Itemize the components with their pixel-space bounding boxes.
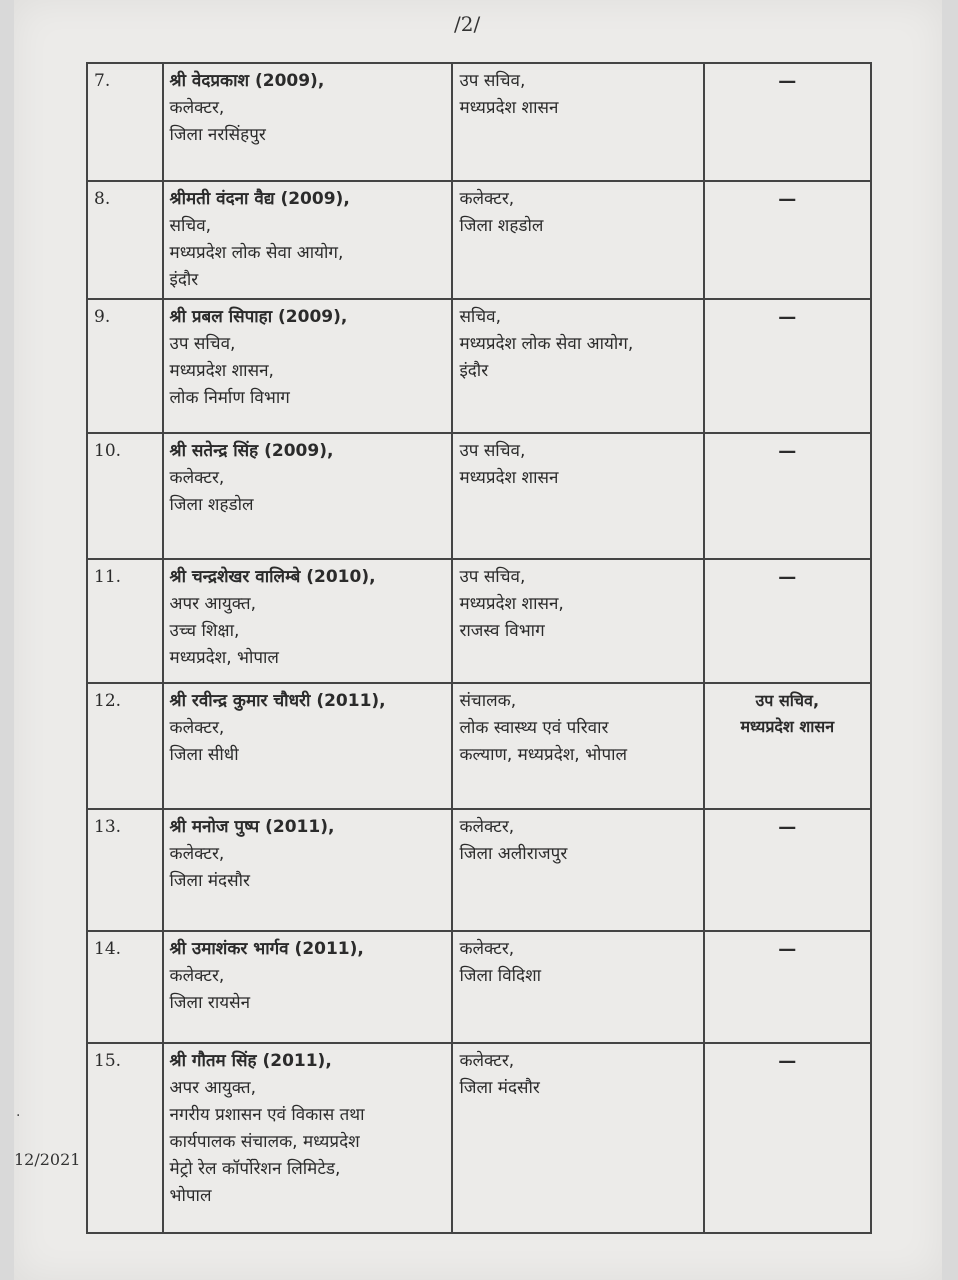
new-posting-line: लोक स्वास्थ्य एवं परिवार: [459, 718, 609, 738]
officer-name-line: अपर आयुक्त,: [169, 1078, 256, 1098]
officer-name-cell: [163, 433, 453, 559]
officer-name-line: लोक निर्माण विभाग: [169, 388, 290, 408]
additional-charge-line: —: [778, 71, 797, 92]
table-row: [87, 63, 871, 181]
new-posting-line: मध्यप्रदेश शासन: [459, 468, 559, 488]
additional-charge-line: —: [778, 189, 797, 210]
additional-charge-line: —: [778, 939, 797, 960]
officer-name-cell: [163, 559, 453, 683]
additional-charge-line: —: [778, 1051, 797, 1072]
new-posting-cell: [452, 433, 703, 559]
new-posting-line: कलेक्टर,: [459, 189, 515, 209]
serial-number-cell: 10.: [87, 433, 163, 559]
new-posting-cell: [452, 299, 703, 433]
officer-name-line: जिला मंदसौर: [169, 871, 250, 891]
officer-name-cell: [163, 63, 453, 181]
table-row: [87, 181, 871, 299]
new-posting-cell: [452, 559, 703, 683]
new-posting-line: जिला शहडोल: [459, 216, 544, 236]
new-posting-cell: [452, 63, 703, 181]
new-posting-line: कलेक्टर,: [459, 939, 515, 959]
new-posting-line: जिला अलीराजपुर: [459, 844, 568, 864]
additional-charge-cell: [704, 683, 871, 809]
officer-name-line: श्री गौतम सिंह (2011),: [169, 1051, 332, 1071]
additional-charge-cell: [704, 299, 871, 433]
additional-charge-line: —: [778, 307, 797, 328]
officer-name-line: उप सचिव,: [169, 334, 236, 354]
new-posting-cell: [452, 931, 703, 1043]
transfer-orders-table: [86, 62, 872, 1234]
officer-name-line: कलेक्टर,: [169, 844, 225, 864]
officer-name-line: जिला रायसेन: [169, 993, 251, 1013]
new-posting-line: जिला मंदसौर: [459, 1078, 540, 1098]
table-row: [87, 1043, 871, 1233]
serial-number-cell: 12.: [87, 683, 163, 809]
officer-name-cell: [163, 683, 453, 809]
officer-name-cell: [163, 299, 453, 433]
additional-charge-cell: [704, 433, 871, 559]
serial-number-cell: 8.: [87, 181, 163, 299]
document-page: [14, 0, 942, 1280]
new-posting-line: राजस्व विभाग: [459, 621, 545, 641]
serial-number-cell: 11.: [87, 559, 163, 683]
new-posting-line: उप सचिव,: [459, 567, 526, 587]
officer-name-line: श्री उमाशंकर भार्गव (2011),: [169, 939, 364, 959]
table-row: [87, 931, 871, 1043]
new-posting-line: इंदौर: [459, 361, 489, 381]
new-posting-line: मध्यप्रदेश लोक सेवा आयोग,: [459, 334, 634, 354]
officer-name-line: श्री मनोज पुष्प (2011),: [169, 817, 335, 837]
new-posting-line: मध्यप्रदेश शासन,: [459, 594, 564, 614]
serial-number-cell: 15.: [87, 1043, 163, 1233]
additional-charge-cell: [704, 1043, 871, 1233]
officer-name-line: इंदौर: [169, 270, 199, 290]
officer-name-line: जिला सीधी: [169, 745, 239, 765]
officer-name-line: श्री वेदप्रकाश (2009),: [169, 71, 325, 91]
table-body: [87, 63, 871, 1233]
officer-name-line: भोपाल: [169, 1186, 212, 1206]
table-row: [87, 809, 871, 931]
officer-name-line: नगरीय प्रशासन एवं विकास तथा: [169, 1105, 365, 1125]
serial-number-cell: 14.: [87, 931, 163, 1043]
additional-charge-line: उप सचिव,: [755, 691, 820, 710]
officer-name-line: श्रीमती वंदना वैद्य (2009),: [169, 189, 350, 209]
serial-number-cell: 9.: [87, 299, 163, 433]
officer-name-cell: [163, 1043, 453, 1233]
new-posting-line: जिला विदिशा: [459, 966, 542, 986]
new-posting-line: सचिव,: [459, 307, 501, 327]
serial-number-cell: 7.: [87, 63, 163, 181]
officer-name-line: अपर आयुक्त,: [169, 594, 256, 614]
additional-charge-line: —: [778, 441, 797, 462]
officer-name-line: मध्यप्रदेश लोक सेवा आयोग,: [169, 243, 344, 263]
officer-name-line: उच्च शिक्षा,: [169, 621, 240, 641]
table-row: [87, 559, 871, 683]
officer-name-line: सचिव,: [169, 216, 212, 236]
additional-charge-line: मध्यप्रदेश शासन: [740, 717, 835, 736]
additional-charge-cell: [704, 181, 871, 299]
officer-name-line: मध्यप्रदेश शासन,: [169, 361, 274, 381]
table-row: [87, 299, 871, 433]
serial-number-cell: 13.: [87, 809, 163, 931]
margin-tick: ·: [16, 1108, 21, 1124]
additional-charge-cell: [704, 559, 871, 683]
officer-name-line: कार्यपालक संचालक, मध्यप्रदेश: [169, 1132, 360, 1152]
table-row: [87, 433, 871, 559]
additional-charge-line: —: [778, 567, 797, 588]
officer-name-line: मध्यप्रदेश, भोपाल: [169, 648, 279, 668]
officer-name-line: कलेक्टर,: [169, 966, 225, 986]
additional-charge-cell: [704, 63, 871, 181]
officer-name-cell: [163, 931, 453, 1043]
new-posting-cell: [452, 683, 703, 809]
new-posting-line: मध्यप्रदेश शासन: [459, 98, 559, 118]
new-posting-line: उप सचिव,: [459, 71, 526, 91]
new-posting-cell: [452, 1043, 703, 1233]
officer-name-line: श्री सतेन्द्र सिंह (2009),: [169, 441, 334, 461]
officer-name-line: कलेक्टर,: [169, 718, 225, 738]
new-posting-line: कलेक्टर,: [459, 817, 515, 837]
officer-name-cell: [163, 809, 453, 931]
new-posting-line: संचालक,: [459, 691, 517, 711]
officer-name-line: कलेक्टर,: [169, 98, 225, 118]
additional-charge-cell: [704, 931, 871, 1043]
additional-charge-line: —: [778, 817, 797, 838]
officer-name-line: जिला नरसिंहपुर: [169, 125, 266, 145]
new-posting-line: कलेक्टर,: [459, 1051, 515, 1071]
officer-name-cell: [163, 181, 453, 299]
new-posting-line: उप सचिव,: [459, 441, 526, 461]
additional-charge-cell: [704, 809, 871, 931]
page-number: /2/: [454, 12, 481, 36]
officer-name-line: जिला शहडोल: [169, 495, 254, 515]
officer-name-line: मेट्रो रेल कॉर्पोरेशन लिमिटेड,: [169, 1159, 341, 1179]
table-row: [87, 683, 871, 809]
new-posting-cell: [452, 181, 703, 299]
officer-name-line: श्री चन्द्रशेखर वालिम्बे (2010),: [169, 567, 376, 587]
officer-name-line: कलेक्टर,: [169, 468, 225, 488]
new-posting-line: कल्याण, मध्यप्रदेश, भोपाल: [459, 745, 628, 765]
new-posting-cell: [452, 809, 703, 931]
officer-name-line: श्री प्रबल सिपाहा (2009),: [169, 307, 348, 327]
officer-name-line: श्री रवीन्द्र कुमार चौधरी (2011),: [169, 691, 386, 711]
margin-handwritten-note: 12/2021: [14, 1150, 81, 1169]
